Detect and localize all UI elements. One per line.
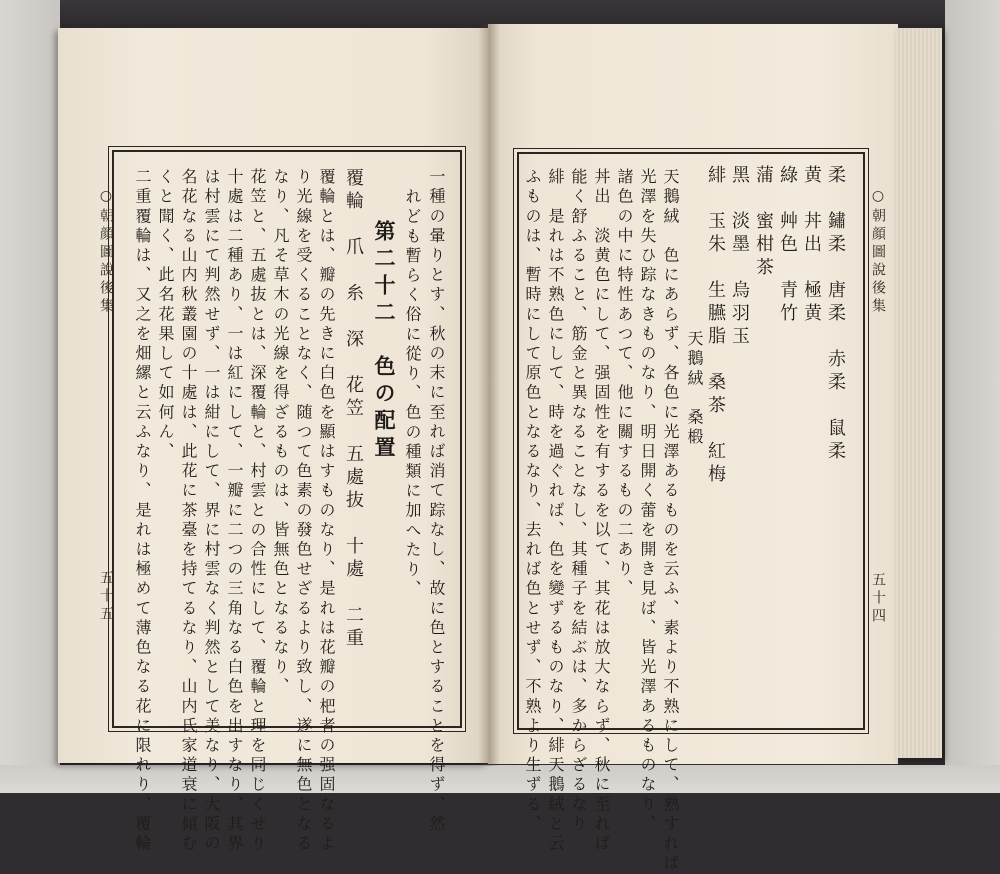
left-column-9: 十處は二種あり、一は紅にして、一瓣に二つの三角なる白色を出すなり、其界 xyxy=(225,168,244,854)
right-column-8: 天鵝絨 色にあらず、各色に光澤あるものを云ふ、素より不熟にして、熟すれば xyxy=(661,168,680,874)
book-gutter xyxy=(478,24,500,766)
left-column-5: 覆輪とは、瓣の先きに白色を顯はすものなり、是れは花瓣の杷者の强固なるよ xyxy=(317,168,336,854)
left-column-8: 花笠と、五處抜とは、深覆輪と、村雲との合性にして、覆輪と理を同じくせり xyxy=(248,168,267,854)
page-edges xyxy=(896,28,942,758)
right-running-title: ○朝顔圖說後集 xyxy=(870,188,886,316)
photo-background-right xyxy=(945,0,1000,793)
photo-background-left xyxy=(0,0,60,793)
left-column-2: れども暫らく俗に從り、色の種類に加へたり、 xyxy=(403,188,422,600)
left-running-title: ○朝顔圖說後集 xyxy=(98,188,114,316)
right-column-9: 光澤を失ひ踪なきものなり、明日開く蕾を開き見ば、皆光澤あるものなり、 xyxy=(638,168,657,835)
right-page-number: 五十四 xyxy=(870,572,886,626)
left-column-11: 名花なる山内秋叢園の十處は、此花に茶臺を持てるなり、山内氏家道衰に傾む xyxy=(179,168,198,854)
left-column-1: 一種の暈りとす、秋の末に至れば消て踪なし、故に色とすることを得ず、然 xyxy=(427,168,446,835)
right-column-14: ふものは、暫時にして原色となるなり、去れば色とせず、不熟より生ずる、 xyxy=(523,168,542,835)
color-list-yellow: 黄 丼出 極黄 xyxy=(801,165,822,326)
right-column-10: 諸色の中に特性あつて、他に關するもの二あり、 xyxy=(615,168,634,600)
right-column-11: 丼出 淡黄色にして、强固性を有するを以て、其花は放大ならず、秋に至れば xyxy=(592,168,611,854)
color-arrangement-list: 覆輪 爪 糸 深 花笠 五處抜 十處 二重 xyxy=(343,168,364,651)
color-list-orange: 蒲 蜜柑茶 xyxy=(753,165,774,280)
left-column-12: くと聞く、此名花果して如何ん、 xyxy=(156,168,175,462)
left-column-6: り光線を受くることなく、随つて色素の發色せざるより致し、遂に無色となる xyxy=(294,168,313,854)
section-heading: 第二十二 色の配置 xyxy=(372,220,397,463)
right-column-12: 能く舒ふること、筋金と異なることなし、其種子を結ぶは、多からざるなり xyxy=(569,168,588,835)
color-list-velvet: 天鵝絨 桑椴 xyxy=(685,330,704,448)
color-list-yellow-brown: 柔 鏽柔 唐柔 赤柔 鼠柔 xyxy=(825,165,846,464)
color-list-black: 黑 淡墨 烏羽玉 xyxy=(729,165,750,349)
left-page-number: 五十五 xyxy=(98,570,114,624)
left-column-10: は村雲にて判然せず、一は紺にして、界に村雲なく判然として美なり、大阪の xyxy=(202,168,221,854)
right-column-13: 緋 是れは不熟色にして、時を過ぐれば、色を變ずるものなり、緋天鵝絨と云 xyxy=(546,168,565,854)
left-column-7: なり、凡そ草木の光線を得ざるものは、皆無色となるなり、 xyxy=(271,168,290,698)
left-column-13: 二重覆輪は、又之を畑縲と云ふなり、是れは極めて薄色なる花に限れり、覆輪 xyxy=(133,168,152,854)
color-list-green: 綠 艸色 青竹 xyxy=(777,165,798,326)
color-list-red: 緋 玉朱 生臙脂 桑茶 紅梅 xyxy=(705,165,726,487)
